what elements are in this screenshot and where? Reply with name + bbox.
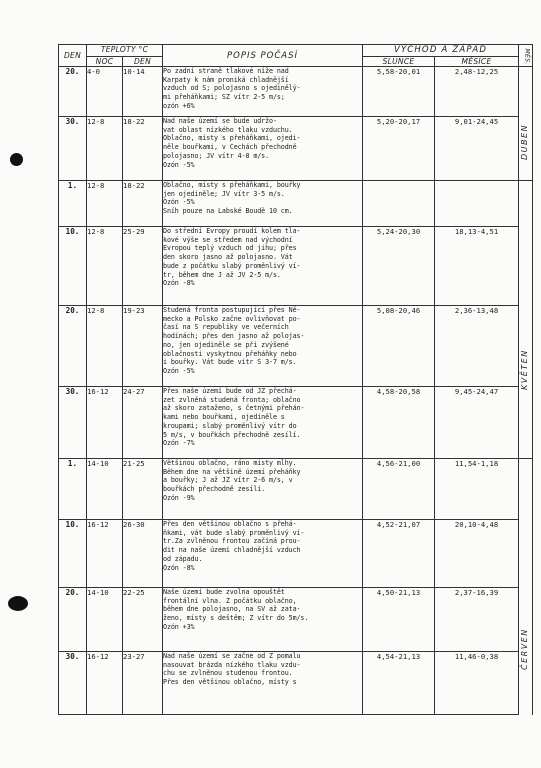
description-line: den skoro jasno až polojasno. Vát xyxy=(163,253,293,262)
description-line: Přes den většinou oblačno, místy s xyxy=(163,678,297,687)
description-line: Ozón -5% xyxy=(163,160,195,169)
table-row xyxy=(59,387,533,459)
sunrise-sunset-cell: 5,20-20,17 xyxy=(363,117,435,181)
table-row xyxy=(59,67,533,117)
description-line: Evropou teplý vzduch od jihu; přes xyxy=(163,244,297,253)
description-line: Přes den většinou oblačno s přehá- xyxy=(163,520,297,528)
night-temp-cell: 12-8 xyxy=(87,227,123,306)
description-line: Do střední Evropy proudí kolem tla- xyxy=(163,227,301,235)
description-line: Většinou oblačno, ráno místy mlhy. xyxy=(163,459,297,467)
month-label-cerven: ČERVEN xyxy=(520,628,529,670)
description-line: Po zadní straně tlakové níže nad xyxy=(163,67,289,75)
description-line: Nad naše území se bude udržo- xyxy=(163,117,277,125)
description-line: no, jen ojediněle se při zvýšené xyxy=(163,340,289,349)
description-line: vzduch od S; polojasno s ojedinělý- xyxy=(163,84,301,93)
description-line: oblačnosti vyskytnou přeháňky nebo xyxy=(163,349,297,358)
description-line: Přes naše území bude od JZ přechá- xyxy=(163,387,297,395)
description-line: během dne polojasno, na SV až zata- xyxy=(163,605,301,614)
description-line: tr.Za zvlněnou frontou začíná prou- xyxy=(163,537,301,546)
day-cell: 20. xyxy=(59,306,87,387)
description-line: Oblačno, místy s přeháňkami, ojedi- xyxy=(163,134,301,143)
description-line: i bouřky. Vát bude vítr S 3-7 m/s. xyxy=(163,358,297,367)
description-cell xyxy=(163,117,363,181)
weather-table xyxy=(58,44,533,715)
description-line: Ozón -5% xyxy=(163,366,195,375)
description-cell xyxy=(163,67,363,117)
description-line: hodinách; přes den jasno až polojas- xyxy=(163,332,305,341)
header-mes-label: MĚS. xyxy=(523,48,531,65)
description-line: od západu. xyxy=(163,554,203,563)
description-line: Ozón -8% xyxy=(163,279,195,288)
table-row xyxy=(59,117,533,181)
header-mes xyxy=(519,45,533,67)
description-line: bouřkách přechodně zesílí. xyxy=(163,485,266,494)
moonrise-moonset-cell: 11,54-1,18 xyxy=(435,459,519,520)
header-popis: POPIS POČASÍ xyxy=(163,45,363,67)
day-cell: 20. xyxy=(59,588,87,652)
description-line: vat oblast nízkého tlaku vzduchu. xyxy=(163,125,293,134)
table-row xyxy=(59,181,533,227)
description-line: Oblačno, místy s přeháňkami, bouřky xyxy=(163,181,301,189)
description-line: jen ojediněle; JV vítr 3-5 m/s. xyxy=(163,189,285,198)
description-cell xyxy=(163,588,363,652)
month-cell xyxy=(519,387,533,459)
description-line: kroupami; slabý proměnlivý vítr do xyxy=(163,421,297,430)
day-cell: 1. xyxy=(59,181,87,227)
description-cell xyxy=(163,387,363,459)
description-cell xyxy=(163,459,363,520)
description-line: Během dne na většině území přeháňky xyxy=(163,467,301,476)
sunrise-sunset-cell: 4,58-20,58 xyxy=(363,387,435,459)
header-slunce: SLUNCE xyxy=(363,57,435,67)
description-line: chu se zvlněnou studenou frontou. xyxy=(163,669,293,678)
day-cell: 30. xyxy=(59,387,87,459)
description-line: dit na naše území chladnější vzduch xyxy=(163,546,301,555)
description-line: Karpaty k nám proniká chladnější xyxy=(163,75,289,84)
header-den-sub: DEN xyxy=(123,57,163,67)
sunrise-sunset-cell: 5,08-20,46 xyxy=(363,306,435,387)
day-cell: 10. xyxy=(59,520,87,588)
day-cell: 30. xyxy=(59,652,87,715)
sunrise-sunset-cell: 4,50-21,13 xyxy=(363,588,435,652)
description-line: Ozón -9% xyxy=(163,493,195,502)
day-temp-cell: 21-25 xyxy=(123,459,163,520)
description-line: ňkami, vát bude slabý proměnlivý ví- xyxy=(163,528,305,537)
month-cell xyxy=(519,459,533,520)
header-noc: NOC xyxy=(87,57,123,67)
sunrise-sunset-cell: 5,24-20,30 xyxy=(363,227,435,306)
description-line: polojasno; JV vítr 4-8 m/s. xyxy=(163,151,270,160)
description-line: Ozón +3% xyxy=(163,622,195,631)
night-temp-cell: 12-8 xyxy=(87,306,123,387)
night-temp-cell: 16-12 xyxy=(87,520,123,588)
month-cell xyxy=(519,227,533,306)
day-temp-cell: 22-25 xyxy=(123,588,163,652)
sunrise-sunset-cell: 5,58-20,01 xyxy=(363,67,435,117)
day-cell: 1. xyxy=(59,459,87,520)
day-temp-cell: 23-27 xyxy=(123,652,163,715)
night-temp-cell: 14-10 xyxy=(87,459,123,520)
night-temp-cell: 14-10 xyxy=(87,588,123,652)
description-line: kové výše se středem nad východní xyxy=(163,235,293,244)
description-line: bude z počátku slabý proměnlivý ví- xyxy=(163,261,301,270)
day-cell: 20. xyxy=(59,67,87,117)
description-cell xyxy=(163,181,363,227)
month-cell xyxy=(519,181,533,227)
description-line: Ozón -5% xyxy=(163,198,195,207)
month-label-kveten: KVĚTEN xyxy=(520,349,529,390)
moonrise-moonset-cell: 2,36-13,48 xyxy=(435,306,519,387)
moonrise-moonset-cell: 11,46-0,38 xyxy=(435,652,519,715)
day-temp-cell: 25-29 xyxy=(123,227,163,306)
header-teploty: TEPLOTY °C xyxy=(87,45,163,57)
night-temp-cell: 16-12 xyxy=(87,387,123,459)
description-line: a bouřky; J až JZ vítr 2-6 m/s, v xyxy=(163,476,293,485)
description-cell xyxy=(163,520,363,588)
night-temp-cell: 12-8 xyxy=(87,181,123,227)
header-mesice: MĚSÍCE xyxy=(435,57,519,67)
description-line: Nad naše území se začne od Z pomalu xyxy=(163,652,301,660)
day-temp-cell: 18-22 xyxy=(123,117,163,181)
sunrise-sunset-cell: 4,52-21,07 xyxy=(363,520,435,588)
day-temp-cell: 18-22 xyxy=(123,181,163,227)
description-cell xyxy=(163,652,363,715)
table-row xyxy=(59,459,533,520)
description-line: něle bouřkami, v Čechách přechodně xyxy=(163,143,297,152)
sunrise-sunset-cell: 4,54-21,13 xyxy=(363,652,435,715)
day-temp-cell: 10-14 xyxy=(123,67,163,117)
description-line: až skoro zataženo, s četnými přehán- xyxy=(163,404,305,413)
punch-hole-top xyxy=(10,153,23,166)
night-temp-cell: 12-8 xyxy=(87,117,123,181)
description-line: Ozón -7% xyxy=(163,439,195,448)
description-cell xyxy=(163,227,363,306)
description-line: Sníh pouze na Labské Boudě 10 cm. xyxy=(163,207,293,216)
description-line: Studená fronta postupující přes Ně- xyxy=(163,306,301,314)
sunrise-sunset-cell: 4,56-21,00 xyxy=(363,459,435,520)
table-row xyxy=(59,227,533,306)
moonrise-moonset-cell: 2,48-12,25 xyxy=(435,67,519,117)
month-cell xyxy=(519,67,533,117)
moonrise-moonset-cell: 20,10-4,48 xyxy=(435,520,519,588)
moonrise-moonset-cell: 18,13-4,51 xyxy=(435,227,519,306)
description-line: časí na S republiky ve večerních xyxy=(163,323,289,332)
description-line: 5 m/s, v bouřkách přechodně zesílí. xyxy=(163,430,301,439)
description-line: mecko a Polsko začne ovlivňovat po- xyxy=(163,314,301,323)
day-temp-cell: 19-23 xyxy=(123,306,163,387)
day-temp-cell: 26-30 xyxy=(123,520,163,588)
header-vychod-zapad: VÝCHOD A ZÁPAD xyxy=(363,45,519,57)
moonrise-moonset-cell xyxy=(435,181,519,227)
description-line: ženo, místy s deštěm; Z vítr do 5m/s. xyxy=(163,614,309,623)
day-cell: 30. xyxy=(59,117,87,181)
description-cell xyxy=(163,306,363,387)
description-line: Naše území bude zvolna opouštět xyxy=(163,588,285,596)
description-line: ozón +6% xyxy=(163,101,195,110)
description-line: kami nebo bouřkami, ojediněle s xyxy=(163,413,285,422)
table-row xyxy=(59,652,533,715)
header-den: DEN xyxy=(59,45,87,67)
night-temp-cell: 16-12 xyxy=(87,652,123,715)
day-temp-cell: 24-27 xyxy=(123,387,163,459)
moonrise-moonset-cell: 9,45-24,47 xyxy=(435,387,519,459)
description-line: mi přeháňkami; SZ vítr 2-5 m/s; xyxy=(163,93,285,102)
moonrise-moonset-cell: 2,37-16,39 xyxy=(435,588,519,652)
description-line: zet zvlněná studená fronta; oblačno xyxy=(163,395,301,404)
table-row xyxy=(59,306,533,387)
month-label-duben: DUBEN xyxy=(520,123,529,160)
night-temp-cell: 4-0 xyxy=(87,67,123,117)
table-row xyxy=(59,520,533,588)
day-cell: 10. xyxy=(59,227,87,306)
punch-hole-bottom xyxy=(8,596,28,611)
month-cell xyxy=(519,520,533,588)
description-line: tr, během dne J až JV 2-5 m/s. xyxy=(163,270,281,279)
sunrise-sunset-cell xyxy=(363,181,435,227)
table-row xyxy=(59,588,533,652)
moonrise-moonset-cell: 9,01-24,45 xyxy=(435,117,519,181)
description-line: Ozón -8% xyxy=(163,563,195,572)
description-line: nasouvat brázda nízkého tlaku vzdu- xyxy=(163,660,301,669)
description-line: frontální vlna. Z počátku oblačno, xyxy=(163,596,297,605)
